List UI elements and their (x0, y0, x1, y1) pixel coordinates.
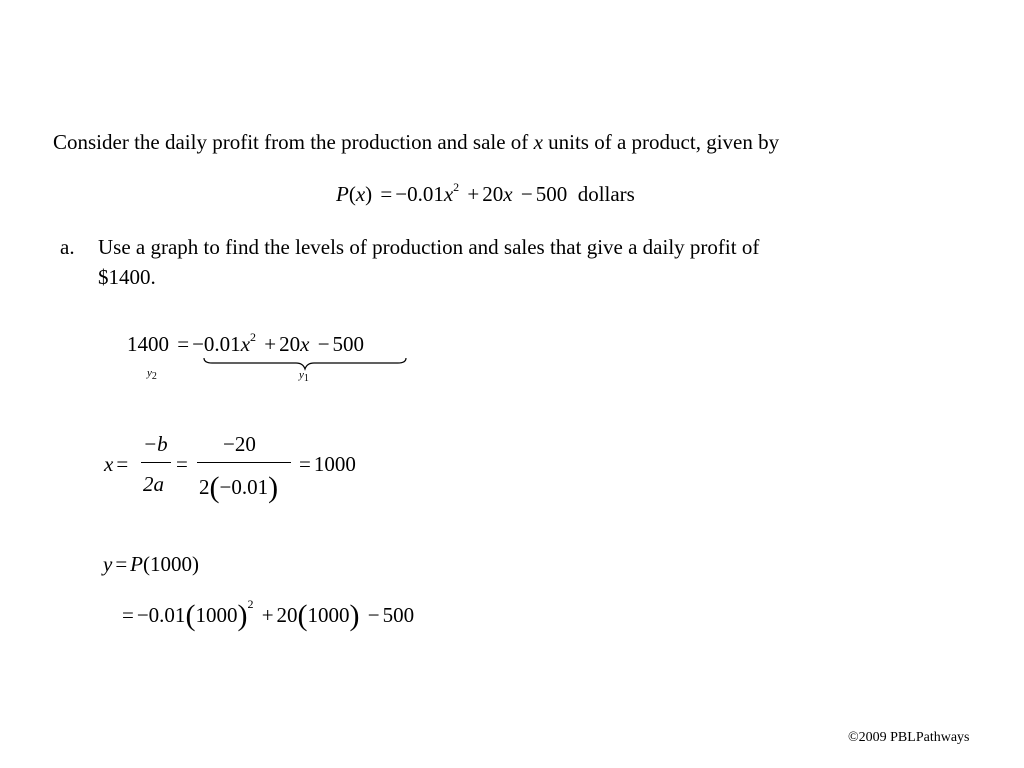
coef-b: 20 (482, 182, 504, 206)
frac1-num-text: −b (143, 432, 168, 456)
paren-close: ) (349, 599, 360, 632)
equals-sign: = (177, 332, 190, 356)
frac2-num-text: −20 (223, 432, 256, 456)
part-a-label: a. (60, 235, 75, 259)
coef-a: −0.01 (136, 603, 186, 627)
var-x: x (503, 182, 513, 206)
unit-label: dollars (577, 182, 635, 206)
profit-function (336, 180, 635, 206)
frac2-denominator (199, 470, 279, 504)
exponent: 2 (453, 180, 460, 194)
frac1-denominator (143, 474, 164, 495)
minus-sign: − (317, 332, 330, 356)
frac1-bar (141, 462, 171, 463)
y1-sub: 1 (303, 373, 309, 384)
plus-sign: + (261, 603, 274, 627)
minus-sign: − (367, 603, 380, 627)
paren-close: ) (365, 182, 373, 206)
value-1000: 1000 (307, 603, 350, 627)
frac2-numerator (223, 434, 256, 455)
y2-label (147, 367, 157, 382)
frac2-den-val: −0.01 (219, 475, 269, 499)
equals-sign: = (380, 182, 393, 206)
minus-sign: − (520, 182, 533, 206)
intro-text (53, 132, 779, 153)
frac1-numerator (143, 434, 168, 455)
paren-open: ( (297, 599, 308, 632)
intro-text-part2: units of a product, given by (548, 130, 780, 154)
intro-text-part1: Consider the daily profit from the production and sale of (53, 130, 529, 154)
coef-b: 20 (279, 332, 301, 356)
plus-sign: + (264, 332, 277, 356)
var-x: x (104, 452, 114, 476)
result-1000: 1000 (313, 452, 356, 476)
y1-label (299, 369, 309, 384)
value-1000: 1000 (195, 603, 238, 627)
var-x: x (443, 182, 454, 206)
part-a-line1: Use a graph to find the levels of production and sales that give a daily profit of (98, 235, 760, 259)
var-y: y (103, 552, 113, 576)
var-x: x (300, 332, 310, 356)
fn-name: P (336, 182, 349, 206)
lhs-1400: 1400 (127, 332, 169, 356)
exponent: 2 (250, 330, 257, 344)
paren-open: ( (185, 599, 196, 632)
coef-b: 20 (276, 603, 298, 627)
fn-arg: x (355, 182, 366, 206)
frac2-bar (197, 462, 291, 463)
plus-sign: + (467, 182, 480, 206)
vertex-x-result (296, 454, 356, 475)
y2-sub: 2 (151, 371, 157, 382)
paren-open: ( (348, 182, 356, 206)
paren-open: ( (209, 471, 220, 504)
coef-a: −0.01 (192, 332, 241, 356)
paren-close: ) (237, 599, 248, 632)
equals-sign: = (299, 452, 311, 476)
frac1-den-text: 2a (143, 472, 164, 496)
part-a-line2: $1400. (98, 265, 156, 289)
equals-sign: = (116, 452, 129, 476)
const-c: 500 (332, 332, 365, 356)
const-c: 500 (535, 182, 568, 206)
fn-name: P (130, 552, 143, 576)
fn-arg: (1000) (143, 552, 199, 576)
paren-close: ) (268, 471, 279, 504)
intro-variable: x (533, 130, 543, 154)
y2-var: y (147, 367, 152, 379)
equals-sign: = (115, 552, 128, 576)
var-x: x (240, 332, 251, 356)
vertex-y-line1 (103, 554, 199, 575)
frac2-den-coef: 2 (199, 475, 210, 499)
vertex-x-lhs (104, 454, 131, 475)
equals-2: = (176, 452, 188, 476)
const-c: 500 (382, 603, 415, 627)
vertex-y-line2 (119, 597, 415, 632)
equals-sign: = (122, 603, 134, 627)
exponent: 2 (247, 597, 254, 611)
equation-1400 (127, 330, 365, 356)
coef-a: −0.01 (395, 182, 444, 206)
copyright-footer: ©2009 PBLPathways (848, 730, 970, 745)
y1-var: y (299, 369, 304, 381)
